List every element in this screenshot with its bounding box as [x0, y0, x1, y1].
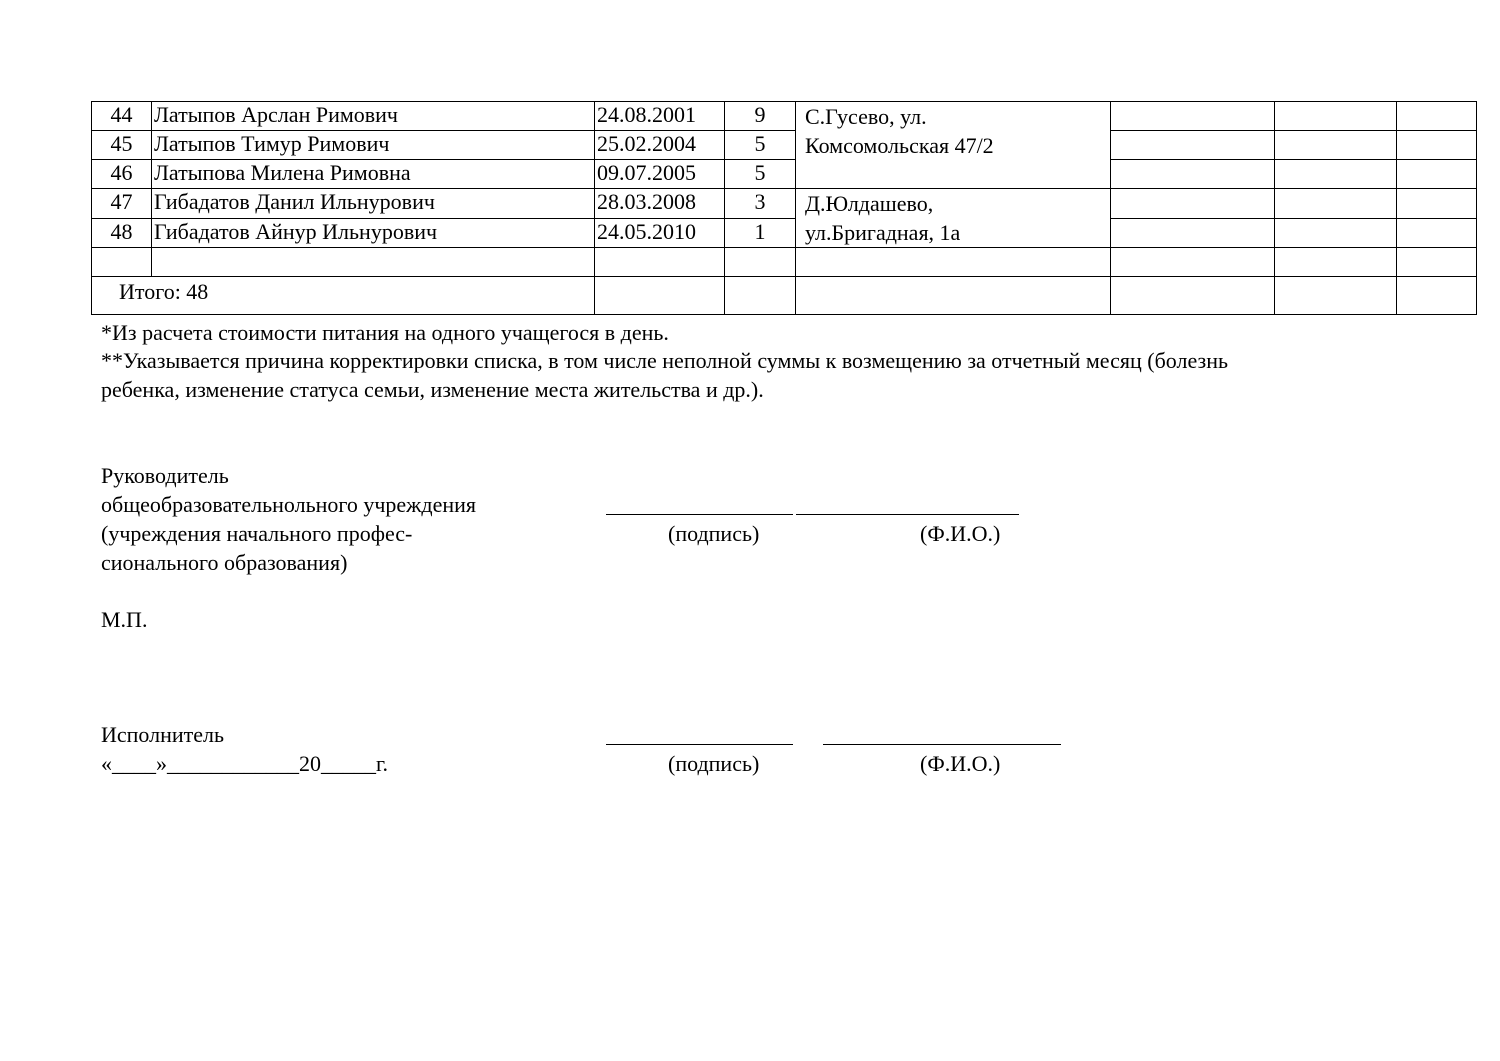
empty-cell — [1111, 102, 1275, 131]
empty-cell — [1397, 218, 1477, 248]
empty-cell — [1111, 218, 1275, 248]
row-number: 48 — [92, 218, 152, 248]
students-table — [91, 101, 1477, 315]
empty-cell — [725, 248, 796, 277]
student-name: Латыпов Арслан Римович — [152, 102, 595, 131]
head-signature-line — [606, 514, 793, 515]
grade: 9 — [725, 102, 796, 131]
empty-cell — [796, 277, 1111, 315]
table-row-empty — [92, 248, 1477, 277]
birth-date: 09.07.2005 — [595, 160, 725, 189]
empty-cell — [1275, 102, 1397, 131]
grade: 3 — [725, 189, 796, 219]
address: Д.Юлдашево, ул.Бригадная, 1а — [796, 189, 1111, 248]
row-number: 44 — [92, 102, 152, 131]
empty-cell — [1275, 131, 1397, 160]
empty-cell — [1397, 189, 1477, 219]
grade: 5 — [725, 131, 796, 160]
grade: 5 — [725, 160, 796, 189]
empty-cell — [1111, 189, 1275, 219]
grade: 1 — [725, 218, 796, 248]
empty-cell — [152, 248, 595, 277]
empty-cell — [1397, 102, 1477, 131]
birth-date: 25.02.2004 — [595, 131, 725, 160]
head-title-line-2: общеобразовательнольного учреждения — [101, 492, 476, 517]
head-title-line-1: Руководитель — [101, 463, 229, 488]
footnote-2-line-1: **Указывается причина корректировки списка, в том числе неполной суммы к возмещению за отчетный месяц (болезнь — [101, 348, 1228, 373]
empty-cell — [1275, 160, 1397, 189]
empty-cell — [1397, 160, 1477, 189]
row-number: 46 — [92, 160, 152, 189]
empty-cell — [796, 248, 1111, 277]
table-row — [92, 160, 1477, 189]
birth-date: 24.05.2010 — [595, 218, 725, 248]
empty-cell — [1111, 248, 1275, 277]
empty-cell — [1111, 160, 1275, 189]
head-title-line-3: (учреждения начального профес- — [101, 521, 413, 546]
head-fio-caption: (Ф.И.О.) — [920, 521, 1001, 546]
empty-cell — [1397, 131, 1477, 160]
student-name: Гибадатов Айнур Ильнурович — [152, 218, 595, 248]
birth-date: 28.03.2008 — [595, 189, 725, 219]
empty-cell — [1275, 248, 1397, 277]
total-label: Итого: 48 — [92, 277, 595, 315]
footnote-2-line-2: ребенка, изменение статуса семьи, изменение места жительства и др.). — [101, 377, 764, 402]
head-title-line-4: сионального образования) — [101, 550, 348, 575]
executor-fio-caption: (Ф.И.О.) — [920, 751, 1001, 776]
empty-cell — [595, 277, 725, 315]
table-row — [92, 189, 1477, 219]
student-name: Латыпова Милена Римовна — [152, 160, 595, 189]
stamp-place: М.П. — [101, 607, 148, 632]
date-line: «____»____________20_____г. — [101, 751, 389, 776]
row-number: 47 — [92, 189, 152, 219]
empty-cell — [92, 248, 152, 277]
executor-signature-line — [606, 744, 793, 745]
birth-date: 24.08.2001 — [595, 102, 725, 131]
empty-cell — [1397, 277, 1477, 315]
empty-cell — [1275, 277, 1397, 315]
executor-signature-caption: (подпись) — [668, 751, 760, 776]
empty-cell — [725, 277, 796, 315]
executor-label: Исполнитель — [101, 722, 225, 747]
table-row — [92, 218, 1477, 248]
table-row — [92, 102, 1477, 131]
head-fio-line — [796, 514, 1019, 515]
empty-cell — [1111, 277, 1275, 315]
empty-cell — [1275, 189, 1397, 219]
student-name: Гибадатов Данил Ильнурович — [152, 189, 595, 219]
address: С.Гусево, ул. Комсомольская 47/2 — [796, 102, 1111, 189]
table-row — [92, 131, 1477, 160]
empty-cell — [1397, 248, 1477, 277]
table-total-row — [92, 277, 1477, 315]
footnote-1: *Из расчета стоимости питания на одного учащегося в день. — [101, 320, 669, 345]
empty-cell — [1111, 131, 1275, 160]
row-number: 45 — [92, 131, 152, 160]
empty-cell — [595, 248, 725, 277]
empty-cell — [1275, 218, 1397, 248]
student-name: Латыпов Тимур Римович — [152, 131, 595, 160]
executor-fio-line — [823, 744, 1061, 745]
head-signature-caption: (подпись) — [668, 521, 760, 546]
